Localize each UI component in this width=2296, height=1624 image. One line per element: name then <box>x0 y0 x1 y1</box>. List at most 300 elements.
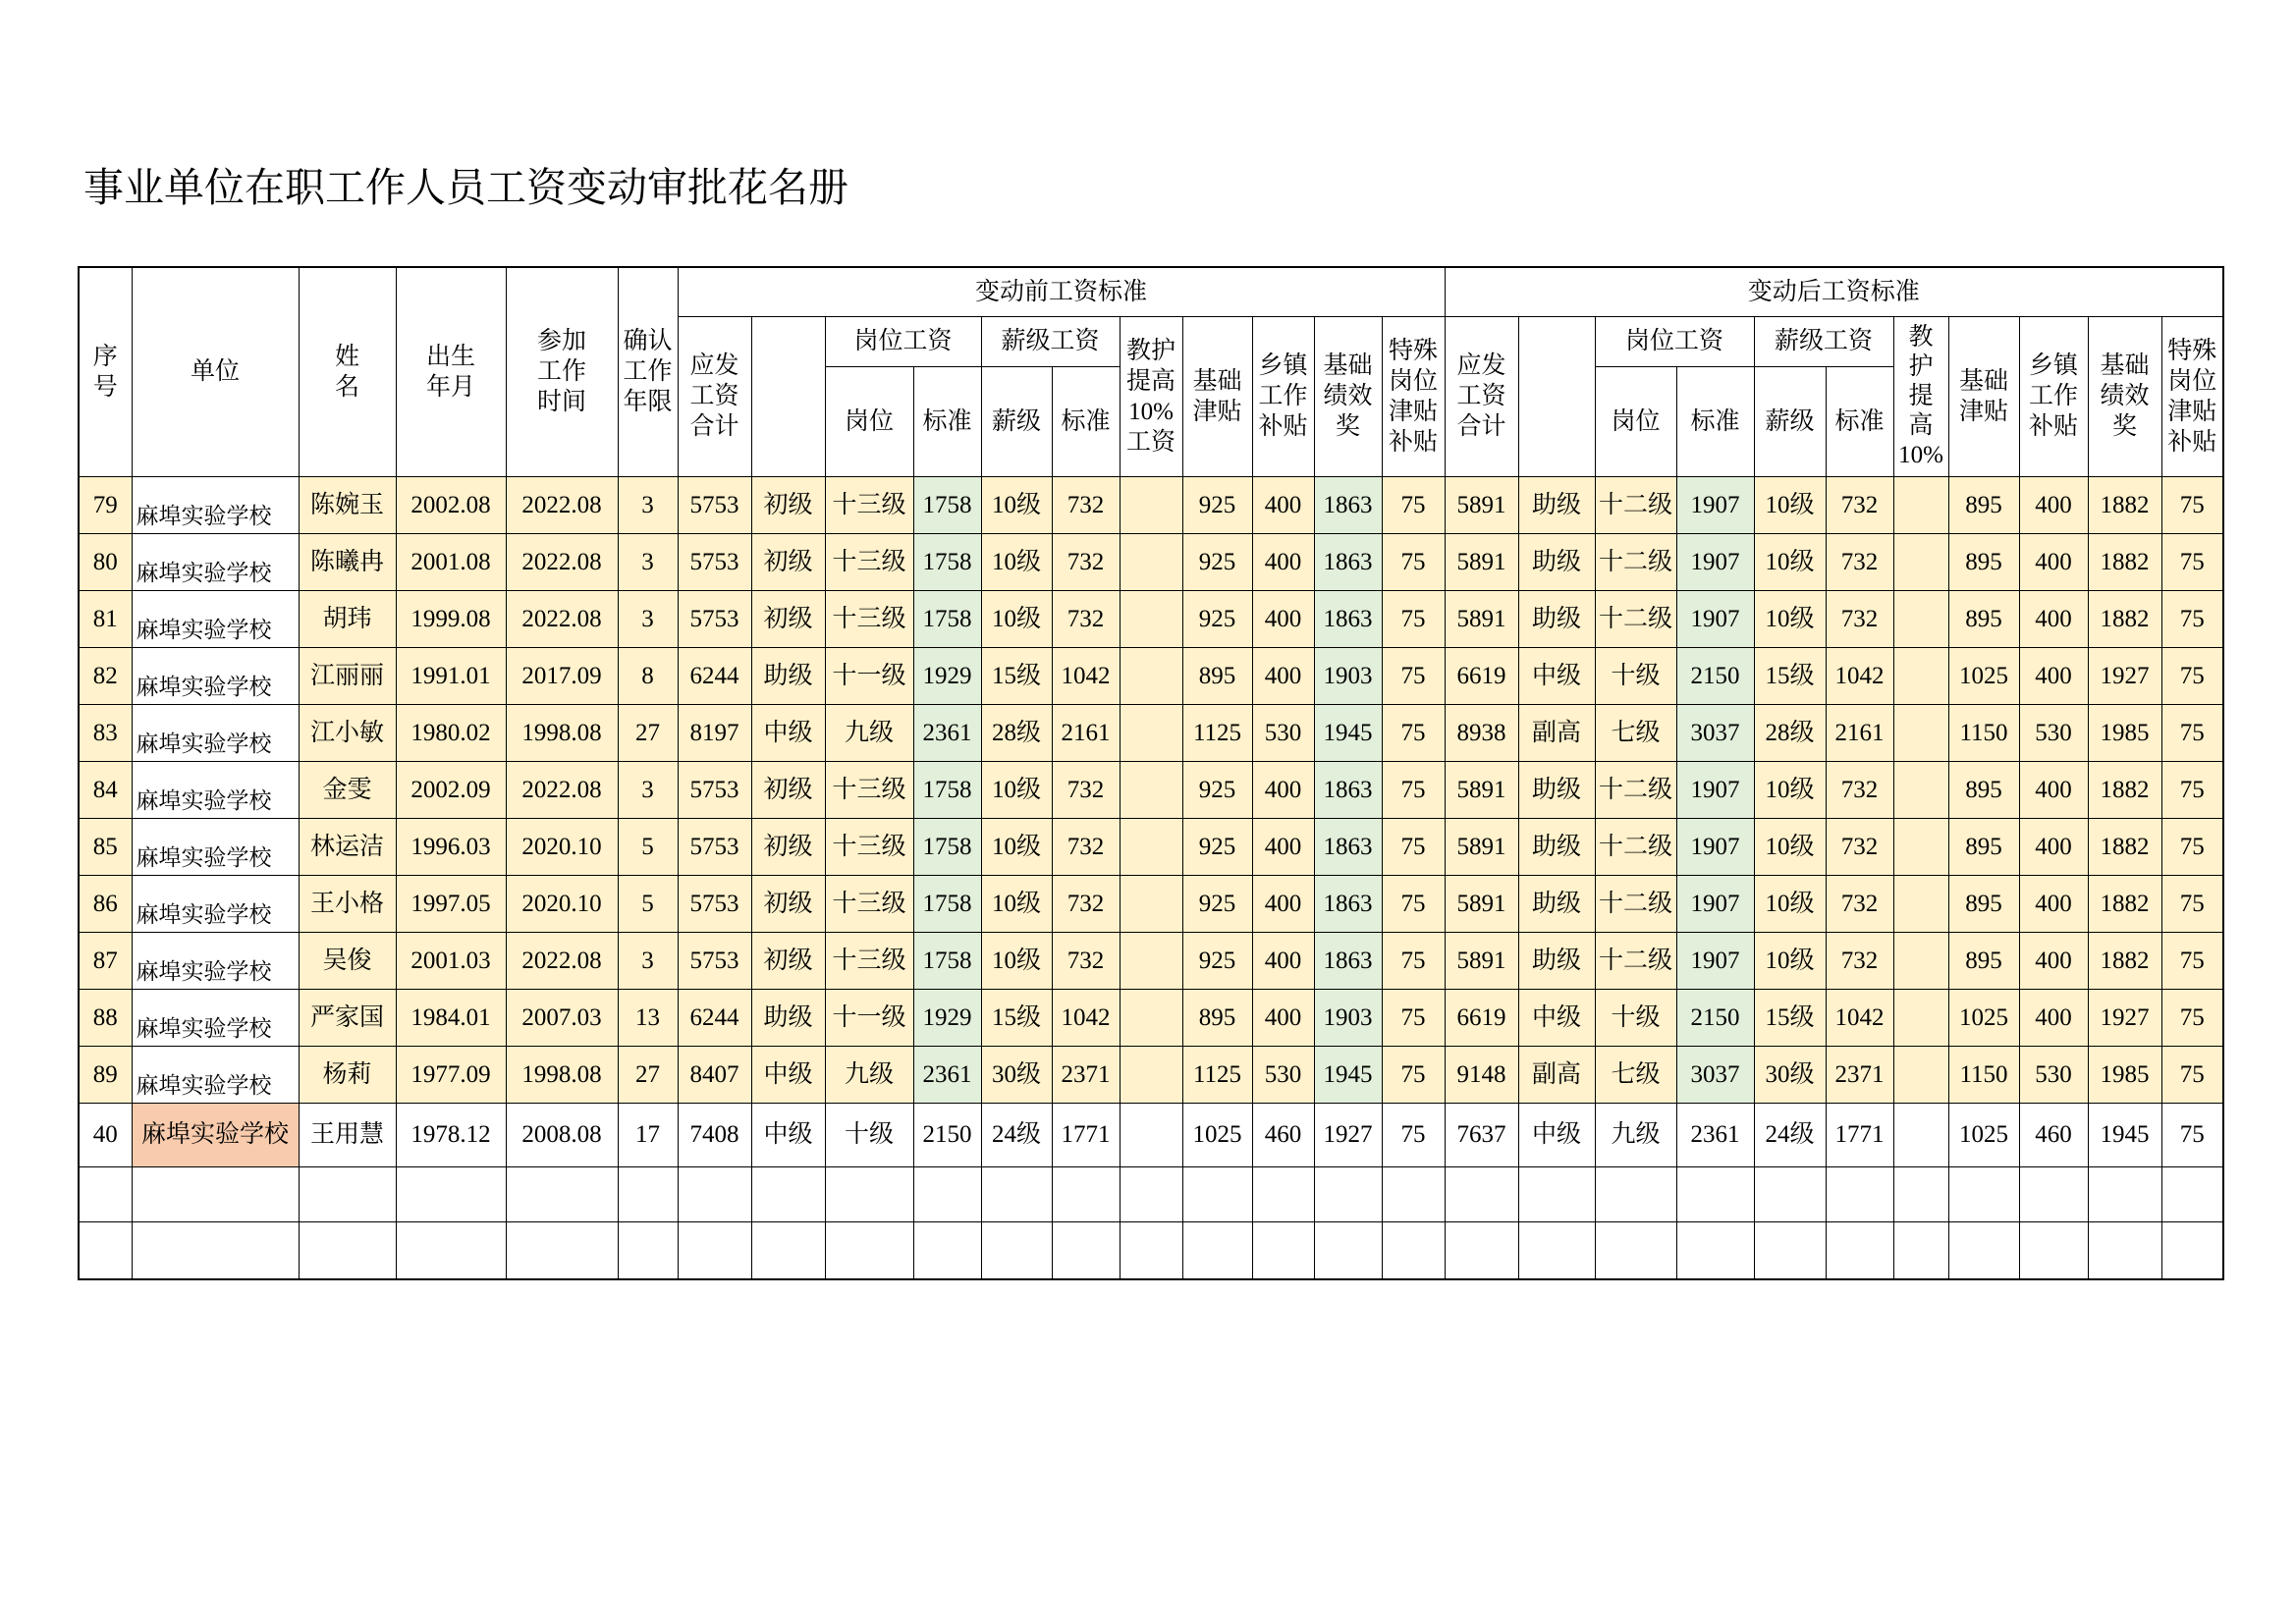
cell-before-basic-perf: 1927 <box>1314 1103 1382 1166</box>
empty-cell <box>913 1166 981 1221</box>
cell-seq: 84 <box>79 761 132 818</box>
cell-after-post: 十二级 <box>1595 590 1676 647</box>
empty-cell <box>2088 1166 2161 1221</box>
table-row <box>79 533 2223 590</box>
cell-before-township: 530 <box>1252 704 1314 761</box>
cell-before-basic-allowance: 1025 <box>1182 1103 1252 1166</box>
cell-before-post-std: 1758 <box>913 875 981 932</box>
cell-after-township: 400 <box>2019 533 2088 590</box>
cell-after-level: 30级 <box>1754 1046 1826 1103</box>
cell-after-basic-allowance: 895 <box>1948 875 2019 932</box>
cell-before-basic-perf: 1863 <box>1314 818 1382 875</box>
cell-after-basic-perf: 1882 <box>2088 932 2161 989</box>
cell-after-grade: 助级 <box>1518 476 1595 533</box>
cell-before-post-std: 2361 <box>913 1046 981 1103</box>
cell-birth: 2002.09 <box>396 761 506 818</box>
cell-before-level: 24级 <box>981 1103 1052 1166</box>
empty-cell <box>1120 1166 1182 1221</box>
cell-before-grade: 初级 <box>751 476 825 533</box>
cell-before-basic-allowance: 1125 <box>1182 1046 1252 1103</box>
header-before-special: 特殊 岗位 津贴 补贴 <box>1382 316 1445 476</box>
empty-cell <box>132 1221 299 1279</box>
empty-cell <box>79 1221 132 1279</box>
cell-after-township: 460 <box>2019 1103 2088 1166</box>
cell-before-total: 8197 <box>678 704 751 761</box>
cell-before-post: 九级 <box>825 704 913 761</box>
empty-cell <box>396 1166 506 1221</box>
header-before-level: 薪级 <box>981 366 1052 476</box>
cell-before-total: 5753 <box>678 818 751 875</box>
header-after-total: 应发 工资 合计 <box>1445 316 1518 476</box>
cell-after-basic-perf: 1882 <box>2088 761 2161 818</box>
cell-before-total: 7408 <box>678 1103 751 1166</box>
cell-before-level: 10级 <box>981 476 1052 533</box>
cell-after-basic-perf: 1985 <box>2088 704 2161 761</box>
cell-after-level: 10级 <box>1754 476 1826 533</box>
cell-after-township: 400 <box>2019 875 2088 932</box>
cell-after-teach-10pct <box>1893 932 1948 989</box>
cell-after-post: 七级 <box>1595 704 1676 761</box>
cell-after-total: 5891 <box>1445 875 1518 932</box>
cell-after-grade: 中级 <box>1518 989 1595 1046</box>
cell-before-post: 十三级 <box>825 818 913 875</box>
cell-after-teach-10pct <box>1893 1103 1948 1166</box>
cell-birth: 2001.03 <box>396 932 506 989</box>
cell-name: 胡玮 <box>299 590 396 647</box>
empty-row <box>79 1221 2223 1279</box>
cell-after-township: 400 <box>2019 932 2088 989</box>
cell-before-level: 10级 <box>981 533 1052 590</box>
cell-name: 王小格 <box>299 875 396 932</box>
cell-work-start: 2022.08 <box>506 476 618 533</box>
cell-before-level: 10级 <box>981 761 1052 818</box>
cell-before-total: 5753 <box>678 590 751 647</box>
header-before-basic-perf: 基础 绩效 奖 <box>1314 316 1382 476</box>
cell-after-post: 十二级 <box>1595 932 1676 989</box>
cell-after-post-std: 1907 <box>1676 761 1754 818</box>
cell-work-start: 2022.08 <box>506 761 618 818</box>
cell-after-special: 75 <box>2161 476 2223 533</box>
cell-unit: 麻埠实验学校 <box>132 704 299 761</box>
empty-cell <box>1893 1221 1948 1279</box>
cell-before-level: 15级 <box>981 647 1052 704</box>
header-after-level-wage: 薪级工资 <box>1754 316 1893 366</box>
cell-after-basic-allowance: 895 <box>1948 590 2019 647</box>
cell-birth: 1980.02 <box>396 704 506 761</box>
cell-after-level-std: 732 <box>1826 875 1893 932</box>
cell-years: 3 <box>618 932 678 989</box>
cell-before-level-std: 732 <box>1052 875 1120 932</box>
cell-before-township: 400 <box>1252 761 1314 818</box>
cell-after-township: 530 <box>2019 1046 2088 1103</box>
cell-before-post-std: 1758 <box>913 932 981 989</box>
cell-birth: 1999.08 <box>396 590 506 647</box>
empty-cell <box>506 1166 618 1221</box>
cell-before-township: 400 <box>1252 647 1314 704</box>
cell-after-grade: 助级 <box>1518 590 1595 647</box>
cell-after-teach-10pct <box>1893 1046 1948 1103</box>
cell-after-grade: 助级 <box>1518 932 1595 989</box>
empty-cell <box>1893 1166 1948 1221</box>
cell-seq: 40 <box>79 1103 132 1166</box>
cell-before-post-std: 1929 <box>913 647 981 704</box>
cell-before-basic-allowance: 925 <box>1182 932 1252 989</box>
cell-before-post-std: 1929 <box>913 989 981 1046</box>
empty-cell <box>1445 1166 1518 1221</box>
cell-before-teach-10pct <box>1120 1103 1182 1166</box>
cell-after-level: 10级 <box>1754 875 1826 932</box>
cell-before-township: 400 <box>1252 818 1314 875</box>
header-before-township: 乡镇 工作 补贴 <box>1252 316 1314 476</box>
header-after-group: 变动后工资标准 <box>1445 267 2223 316</box>
cell-before-special: 75 <box>1382 875 1445 932</box>
empty-cell <box>1382 1221 1445 1279</box>
cell-work-start: 2022.08 <box>506 533 618 590</box>
cell-before-post-std: 2150 <box>913 1103 981 1166</box>
header-after-level-std: 标准 <box>1826 366 1893 476</box>
cell-name: 王用慧 <box>299 1103 396 1166</box>
cell-before-teach-10pct <box>1120 704 1182 761</box>
cell-before-basic-perf: 1863 <box>1314 590 1382 647</box>
cell-before-grade: 初级 <box>751 875 825 932</box>
cell-before-basic-perf: 1945 <box>1314 704 1382 761</box>
cell-after-township: 400 <box>2019 989 2088 1046</box>
cell-after-post-std: 2150 <box>1676 989 1754 1046</box>
empty-cell <box>2088 1221 2161 1279</box>
header-before-group: 变动前工资标准 <box>678 267 1445 316</box>
header-after-grade-blank <box>1518 316 1595 476</box>
cell-after-basic-allowance: 1025 <box>1948 1103 2019 1166</box>
cell-after-level: 10级 <box>1754 818 1826 875</box>
cell-years: 13 <box>618 989 678 1046</box>
cell-after-grade: 中级 <box>1518 1103 1595 1166</box>
cell-after-post: 十二级 <box>1595 761 1676 818</box>
cell-before-basic-perf: 1903 <box>1314 647 1382 704</box>
cell-before-post: 十一级 <box>825 989 913 1046</box>
cell-before-grade: 助级 <box>751 647 825 704</box>
empty-cell <box>299 1221 396 1279</box>
empty-cell <box>1052 1221 1120 1279</box>
header-work-start: 参加 工作 时间 <box>506 267 618 476</box>
cell-after-special: 75 <box>2161 932 2223 989</box>
table-row <box>79 476 2223 533</box>
cell-before-grade: 中级 <box>751 704 825 761</box>
header-after-level: 薪级 <box>1754 366 1826 476</box>
cell-after-level: 10级 <box>1754 932 1826 989</box>
cell-before-post: 九级 <box>825 1046 913 1103</box>
cell-before-level: 30级 <box>981 1046 1052 1103</box>
empty-cell <box>1676 1166 1754 1221</box>
header-before-basic-allowance: 基础 津贴 <box>1182 316 1252 476</box>
cell-after-post-std: 1907 <box>1676 932 1754 989</box>
cell-before-special: 75 <box>1382 647 1445 704</box>
cell-before-level: 10级 <box>981 590 1052 647</box>
cell-after-post: 十二级 <box>1595 818 1676 875</box>
empty-cell <box>1595 1221 1676 1279</box>
cell-before-level: 15级 <box>981 989 1052 1046</box>
cell-after-post-std: 3037 <box>1676 704 1754 761</box>
cell-before-teach-10pct <box>1120 818 1182 875</box>
cell-before-post: 十三级 <box>825 761 913 818</box>
cell-work-start: 2020.10 <box>506 818 618 875</box>
cell-after-basic-allowance: 895 <box>1948 476 2019 533</box>
cell-after-special: 75 <box>2161 989 2223 1046</box>
empty-cell <box>1518 1221 1595 1279</box>
header-before-level-wage: 薪级工资 <box>981 316 1120 366</box>
cell-before-total: 5753 <box>678 875 751 932</box>
empty-cell <box>1826 1221 1893 1279</box>
empty-cell <box>2019 1166 2088 1221</box>
cell-name: 陈婉玉 <box>299 476 396 533</box>
empty-cell <box>132 1166 299 1221</box>
header-before-total: 应发 工资 合计 <box>678 316 751 476</box>
empty-cell <box>1595 1166 1676 1221</box>
header-before-grade-blank <box>751 316 825 476</box>
cell-after-post-std: 1907 <box>1676 590 1754 647</box>
empty-cell <box>1948 1221 2019 1279</box>
cell-after-level-std: 732 <box>1826 590 1893 647</box>
cell-after-grade: 中级 <box>1518 647 1595 704</box>
table-row <box>79 761 2223 818</box>
cell-after-teach-10pct <box>1893 761 1948 818</box>
header-birth: 出生 年月 <box>396 267 506 476</box>
cell-after-grade: 助级 <box>1518 533 1595 590</box>
cell-after-township: 400 <box>2019 818 2088 875</box>
cell-after-post-std: 2361 <box>1676 1103 1754 1166</box>
cell-name: 江丽丽 <box>299 647 396 704</box>
cell-before-teach-10pct <box>1120 1046 1182 1103</box>
cell-after-post-std: 2150 <box>1676 647 1754 704</box>
cell-before-special: 75 <box>1382 761 1445 818</box>
cell-before-township: 460 <box>1252 1103 1314 1166</box>
cell-after-post: 十二级 <box>1595 875 1676 932</box>
cell-after-teach-10pct <box>1893 590 1948 647</box>
cell-before-teach-10pct <box>1120 647 1182 704</box>
cell-after-level-std: 2161 <box>1826 704 1893 761</box>
cell-after-basic-allowance: 1150 <box>1948 704 2019 761</box>
cell-before-post: 十三级 <box>825 932 913 989</box>
cell-before-basic-allowance: 925 <box>1182 590 1252 647</box>
cell-unit: 麻埠实验学校 <box>132 1103 299 1166</box>
cell-after-level-std: 732 <box>1826 533 1893 590</box>
cell-after-township: 400 <box>2019 761 2088 818</box>
header-before-teach-10pct: 教护 提高 10% 工资 <box>1120 316 1182 476</box>
cell-before-township: 400 <box>1252 590 1314 647</box>
cell-before-special: 75 <box>1382 989 1445 1046</box>
cell-before-level-std: 732 <box>1052 818 1120 875</box>
cell-after-basic-perf: 1882 <box>2088 533 2161 590</box>
cell-after-teach-10pct <box>1893 647 1948 704</box>
cell-before-township: 400 <box>1252 476 1314 533</box>
cell-after-post-std: 1907 <box>1676 818 1754 875</box>
header-seq: 序 号 <box>79 267 132 476</box>
cell-before-basic-perf: 1863 <box>1314 476 1382 533</box>
cell-before-total: 5753 <box>678 476 751 533</box>
cell-after-grade: 助级 <box>1518 875 1595 932</box>
cell-before-level-std: 732 <box>1052 932 1120 989</box>
empty-cell <box>1314 1166 1382 1221</box>
cell-unit: 麻埠实验学校 <box>132 989 299 1046</box>
cell-after-special: 75 <box>2161 533 2223 590</box>
cell-after-level: 28级 <box>1754 704 1826 761</box>
cell-after-total: 5891 <box>1445 476 1518 533</box>
cell-before-special: 75 <box>1382 533 1445 590</box>
cell-before-teach-10pct <box>1120 932 1182 989</box>
cell-work-start: 1998.08 <box>506 704 618 761</box>
empty-cell <box>1182 1221 1252 1279</box>
empty-cell <box>678 1166 751 1221</box>
cell-after-grade: 助级 <box>1518 761 1595 818</box>
cell-after-basic-perf: 1882 <box>2088 818 2161 875</box>
cell-before-level: 28级 <box>981 704 1052 761</box>
cell-birth: 2001.08 <box>396 533 506 590</box>
cell-after-post: 十二级 <box>1595 533 1676 590</box>
cell-after-level: 15级 <box>1754 647 1826 704</box>
cell-before-special: 75 <box>1382 590 1445 647</box>
cell-birth: 1977.09 <box>396 1046 506 1103</box>
cell-before-basic-allowance: 925 <box>1182 533 1252 590</box>
cell-after-level-std: 732 <box>1826 932 1893 989</box>
header-after-post-std: 标准 <box>1676 366 1754 476</box>
cell-before-basic-perf: 1863 <box>1314 533 1382 590</box>
cell-after-special: 75 <box>2161 647 2223 704</box>
cell-before-post-std: 1758 <box>913 590 981 647</box>
empty-cell <box>1120 1221 1182 1279</box>
cell-after-special: 75 <box>2161 875 2223 932</box>
cell-after-basic-allowance: 895 <box>1948 533 2019 590</box>
cell-unit: 麻埠实验学校 <box>132 761 299 818</box>
cell-after-post: 十二级 <box>1595 476 1676 533</box>
empty-cell <box>981 1221 1052 1279</box>
cell-unit: 麻埠实验学校 <box>132 1046 299 1103</box>
cell-after-basic-allowance: 895 <box>1948 932 2019 989</box>
cell-years: 5 <box>618 818 678 875</box>
cell-after-post: 十级 <box>1595 989 1676 1046</box>
cell-years: 3 <box>618 590 678 647</box>
empty-cell <box>1445 1221 1518 1279</box>
header-years: 确认 工作 年限 <box>618 267 678 476</box>
cell-before-post-std: 1758 <box>913 476 981 533</box>
cell-work-start: 2017.09 <box>506 647 618 704</box>
cell-before-level-std: 732 <box>1052 761 1120 818</box>
cell-after-special: 75 <box>2161 761 2223 818</box>
cell-work-start: 2022.08 <box>506 932 618 989</box>
empty-cell <box>506 1221 618 1279</box>
header-after-basic-allowance: 基础 津贴 <box>1948 316 2019 476</box>
cell-before-township: 400 <box>1252 989 1314 1046</box>
header-after-post-wage: 岗位工资 <box>1595 316 1754 366</box>
cell-after-basic-allowance: 895 <box>1948 761 2019 818</box>
empty-cell <box>1314 1221 1382 1279</box>
cell-years: 27 <box>618 1046 678 1103</box>
header-unit: 单位 <box>132 267 299 476</box>
cell-after-teach-10pct <box>1893 533 1948 590</box>
cell-after-level: 24级 <box>1754 1103 1826 1166</box>
cell-after-basic-allowance: 895 <box>1948 818 2019 875</box>
cell-before-total: 6244 <box>678 647 751 704</box>
cell-after-level-std: 1042 <box>1826 647 1893 704</box>
cell-name: 吴俊 <box>299 932 396 989</box>
empty-row <box>79 1166 2223 1221</box>
cell-after-grade: 副高 <box>1518 1046 1595 1103</box>
cell-after-post-std: 1907 <box>1676 533 1754 590</box>
cell-name: 江小敏 <box>299 704 396 761</box>
cell-before-township: 400 <box>1252 932 1314 989</box>
empty-cell <box>79 1166 132 1221</box>
empty-cell <box>396 1221 506 1279</box>
empty-cell <box>618 1221 678 1279</box>
cell-before-special: 75 <box>1382 704 1445 761</box>
cell-before-township: 400 <box>1252 875 1314 932</box>
cell-before-level-std: 732 <box>1052 476 1120 533</box>
cell-before-level-std: 732 <box>1052 533 1120 590</box>
cell-before-grade: 助级 <box>751 989 825 1046</box>
cell-seq: 86 <box>79 875 132 932</box>
cell-seq: 81 <box>79 590 132 647</box>
table-row <box>79 1103 2223 1166</box>
cell-after-total: 8938 <box>1445 704 1518 761</box>
header-after-post: 岗位 <box>1595 366 1676 476</box>
cell-before-level-std: 732 <box>1052 590 1120 647</box>
cell-years: 3 <box>618 533 678 590</box>
cell-name: 林运洁 <box>299 818 396 875</box>
empty-cell <box>678 1221 751 1279</box>
cell-after-level-std: 732 <box>1826 476 1893 533</box>
cell-after-total: 5891 <box>1445 932 1518 989</box>
empty-cell <box>618 1166 678 1221</box>
cell-work-start: 2008.08 <box>506 1103 618 1166</box>
table-row <box>79 647 2223 704</box>
cell-after-total: 5891 <box>1445 818 1518 875</box>
header-after-special: 特殊 岗位 津贴 补贴 <box>2161 316 2223 476</box>
table-body <box>79 476 2223 1166</box>
cell-unit: 麻埠实验学校 <box>132 875 299 932</box>
cell-before-level: 10级 <box>981 875 1052 932</box>
empty-cell <box>981 1166 1052 1221</box>
cell-before-grade: 初级 <box>751 818 825 875</box>
cell-after-basic-perf: 1882 <box>2088 875 2161 932</box>
empty-cell <box>1052 1166 1120 1221</box>
cell-before-post: 十级 <box>825 1103 913 1166</box>
cell-before-post: 十一级 <box>825 647 913 704</box>
page-title: 事业单位在职工作人员工资变动审批花名册 <box>83 165 848 210</box>
cell-work-start: 1998.08 <box>506 1046 618 1103</box>
cell-years: 3 <box>618 476 678 533</box>
cell-after-basic-allowance: 1150 <box>1948 1046 2019 1103</box>
cell-before-special: 75 <box>1382 476 1445 533</box>
header-before-post-wage: 岗位工资 <box>825 316 981 366</box>
cell-before-total: 6244 <box>678 989 751 1046</box>
cell-before-level-std: 2161 <box>1052 704 1120 761</box>
header-after-basic-perf: 基础 绩效 奖 <box>2088 316 2161 476</box>
cell-before-post-std: 2361 <box>913 704 981 761</box>
empty-cell <box>299 1166 396 1221</box>
cell-years: 3 <box>618 761 678 818</box>
cell-after-level-std: 1771 <box>1826 1103 1893 1166</box>
cell-seq: 79 <box>79 476 132 533</box>
cell-birth: 1997.05 <box>396 875 506 932</box>
cell-before-basic-perf: 1863 <box>1314 875 1382 932</box>
cell-birth: 1984.01 <box>396 989 506 1046</box>
cell-work-start: 2007.03 <box>506 989 618 1046</box>
cell-after-grade: 副高 <box>1518 704 1595 761</box>
cell-name: 陈曦冉 <box>299 533 396 590</box>
cell-unit: 麻埠实验学校 <box>132 590 299 647</box>
cell-name: 严家国 <box>299 989 396 1046</box>
cell-after-teach-10pct <box>1893 818 1948 875</box>
cell-years: 8 <box>618 647 678 704</box>
table-header <box>79 267 2223 476</box>
